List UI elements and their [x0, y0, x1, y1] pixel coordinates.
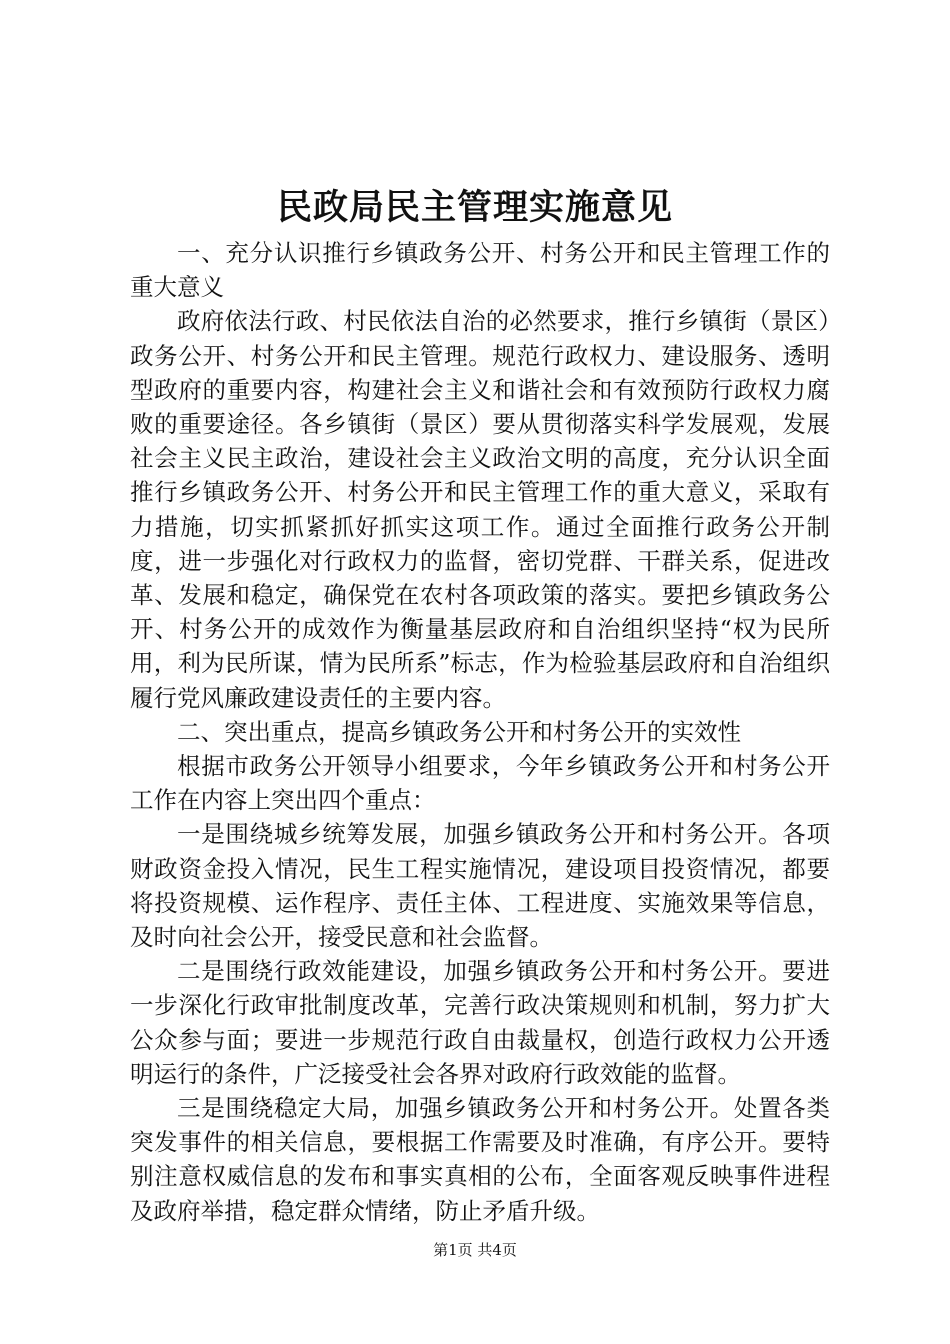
paragraph-point-3: 三是围绕稳定大局，加强乡镇政务公开和村务公开。处置各类突发事件的相关信息，要根据工作需要及时准确，有序公开。要特别注意权威信息的发布和事实真相的公布，全面客观反映事件进程及政府举措，稳定群众情绪，防止矛盾升级。	[130, 1094, 830, 1225]
paragraph-section-1-body: 政府依法行政、村民依法自治的必然要求，推行乡镇街（景区）政务公开、村务公开和民主管理。规范行政权力、建设服务、透明型政府的重要内容，构建社会主义和谐社会和有效预防行政权力腐败的重要途径。各乡镇街（景区）要从贯彻落实科学发展观，发展社会主义民主政治，建设社会主义政治文明的高度，充分认识全面推行乡镇政务公开、村务公开和民主管理工作的重大意义，采取有力措施，切实抓紧抓好抓实这项工作。通过全面推行政务公开制度，进一步强化对行政权力的监督，密切党群、干群关系，促进改革、发展和稳定，确保党在农村各项政策的落实。要把乡镇政务公开、村务公开的成效作为衡量基层政府和自治组织坚持“权为民所用，利为民所谋，情为民所系”标志，作为检验基层政府和自治组织履行党风廉政建设责任的主要内容。	[130, 307, 830, 712]
paragraph-section-2-intro: 根据市政务公开领导小组要求，今年乡镇政务公开和村务公开工作在内容上突出四个重点：	[130, 752, 830, 815]
document-body	[130, 236, 830, 1228]
paragraph-point-1: 一是围绕城乡统筹发展，加强乡镇政务公开和村务公开。各项财政资金投入情况，民生工程实施情况，建设项目投资情况，都要将投资规模、运作程序、责任主体、工程进度、实施效果等信息，及时向社会公开，接受民意和社会监督。	[130, 820, 830, 952]
paragraph-section-2-heading: 二、突出重点，提高乡镇政务公开和村务公开的实效性	[177, 717, 741, 746]
page-number-footer: 第1页 共4页	[433, 1241, 517, 1259]
paragraph-section-1-heading: 一、充分认识推行乡镇政务公开、村务公开和民主管理工作的重大意义	[130, 239, 830, 302]
paragraph-point-2: 二是围绕行政效能建设，加强乡镇政务公开和村务公开。要进一步深化行政审批制度改革，完善行政决策规则和机制，努力扩大公众参与面；要进一步规范行政自由裁量权，创造行政权力公开透明运行的条件，广泛接受社会各界对政府行政效能的监督。	[130, 957, 830, 1088]
document-title: 民政局民主管理实施意见	[276, 187, 673, 228]
